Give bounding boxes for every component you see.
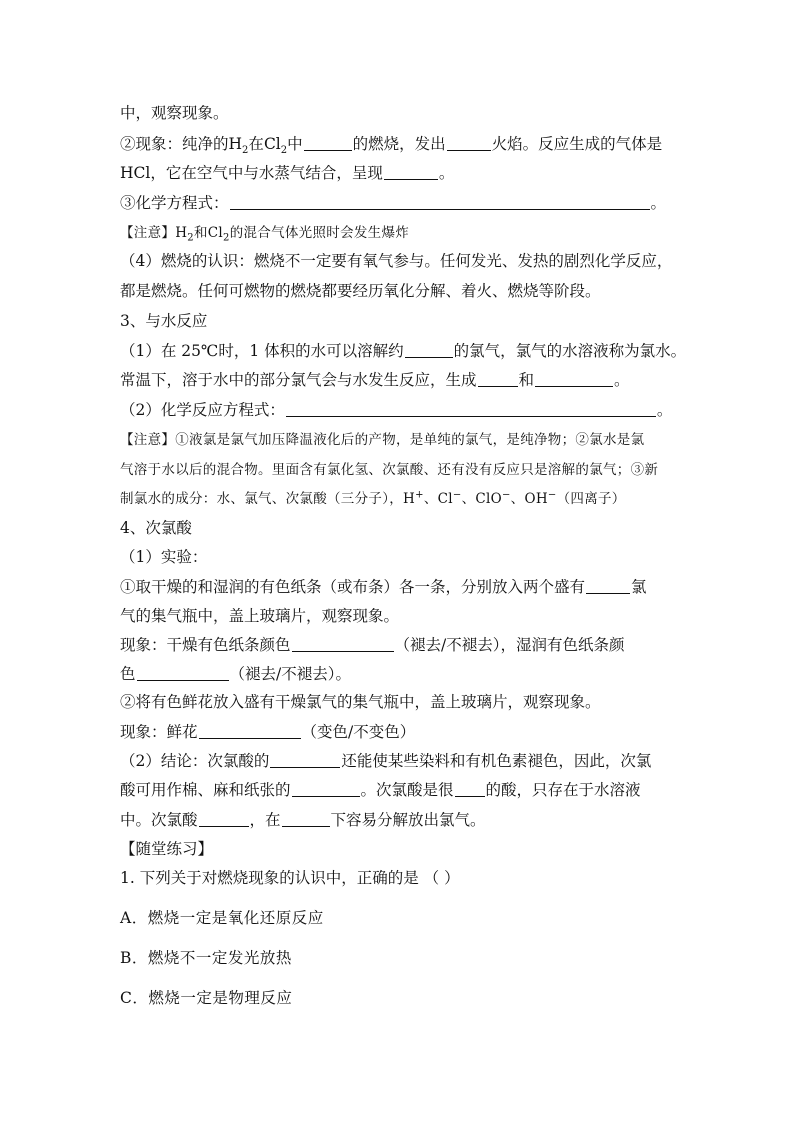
text: 和: [193, 225, 208, 241]
text: ③化学方程式：: [120, 194, 229, 212]
fill-blank[interactable]: [292, 781, 360, 797]
text: （2）化学反应方程式：: [120, 401, 285, 419]
note-line: [120, 223, 409, 243]
text-line: [120, 370, 630, 390]
text: ①取干燥的和湿润的有色纸条（或布条）各一条，分别放入两个盛有: [120, 578, 586, 596]
text: 气溶于水以后的混合物。里面含有氯化氢、次氯酸、还有没有反应只是溶解的氯气；③新: [120, 462, 659, 478]
text: 1. 下列关于对燃烧现象的认识中，正确的是 （ ）: [120, 869, 460, 887]
text: 气的集气瓶中，盖上玻璃片，观察现象。: [120, 607, 400, 625]
fill-blank[interactable]: [304, 135, 352, 151]
text-line: [120, 281, 601, 301]
text: （1）在 25℃时，1 体积的水可以溶解约: [120, 342, 404, 360]
text: 中: [287, 135, 303, 153]
text: HCl，它在空气中与水蒸气结合，呈现: [120, 164, 383, 182]
text-line: [120, 341, 686, 361]
superscript: +: [415, 489, 424, 501]
fill-blank[interactable]: [282, 811, 330, 827]
text-line: [120, 163, 454, 183]
text-line: [120, 722, 415, 742]
text: 中。次氯酸: [120, 811, 198, 829]
section-heading: [120, 839, 213, 859]
text: ，在: [249, 811, 281, 829]
text-line: [120, 664, 351, 684]
text: 制氯水的成分：水、氯气、次氯酸（三分子），H: [120, 491, 416, 507]
text: 中，观察现象。: [120, 104, 229, 122]
fill-blank[interactable]: [455, 781, 485, 797]
text: （1）实验：: [120, 548, 208, 566]
answer-option-c[interactable]: [120, 988, 292, 1008]
text: C．燃烧一定是物理反应: [120, 989, 293, 1007]
text: 色: [120, 665, 136, 683]
text-line: [120, 577, 647, 597]
text: Cl: [207, 225, 224, 241]
text: 的氯气，氯气的水溶液称为氯水。: [453, 342, 687, 360]
note-line: [120, 460, 658, 480]
text: ②现象：纯净的: [120, 135, 229, 153]
text-line: [120, 103, 229, 123]
fill-blank[interactable]: [586, 578, 630, 594]
text: 常温下，溶于水中的部分氯气会与水发生反应，生成: [120, 371, 477, 389]
text: 的混合气体光照时会发生爆炸: [229, 225, 410, 241]
subscript: 2: [280, 145, 288, 157]
fill-blank[interactable]: [230, 194, 650, 210]
superscript: −: [452, 489, 462, 501]
text: （变色/不变色）: [301, 723, 416, 741]
superscript: −: [547, 489, 557, 501]
text-line: [120, 547, 207, 567]
fill-blank[interactable]: [199, 811, 249, 827]
text-line: [120, 692, 601, 712]
text: 酸可用作棉、麻和纸张的: [120, 781, 291, 799]
text: 在: [248, 135, 264, 153]
fill-blank[interactable]: [292, 636, 394, 652]
note-line: [120, 430, 644, 450]
note-line: [120, 489, 626, 509]
text-line: [120, 400, 672, 420]
text-line: [120, 193, 666, 213]
text: 。: [656, 401, 673, 419]
fill-blank[interactable]: [286, 401, 656, 417]
text-line: [120, 810, 486, 830]
fill-blank[interactable]: [199, 723, 301, 739]
text: 。次氯酸是很: [360, 781, 454, 799]
answer-option-a[interactable]: [120, 908, 324, 928]
text: （褪去/不褪去），湿润有色纸条颜: [394, 636, 625, 654]
text: A．燃烧一定是氧化还原反应: [120, 909, 324, 927]
section-heading: [120, 311, 207, 331]
text: 4、次氯酸: [120, 519, 192, 537]
text: 的酸，只存在于水溶液: [485, 781, 641, 799]
subscript: 2: [223, 232, 230, 244]
text: 现象：干燥有色纸条颜色: [120, 636, 291, 654]
text: 。: [650, 194, 667, 212]
text: 的燃烧，发出: [352, 135, 446, 153]
text: 、Cl: [423, 491, 453, 507]
text-line: [120, 635, 625, 655]
fill-blank[interactable]: [447, 135, 491, 151]
text: 现象：鲜花: [120, 723, 198, 741]
text: Cl: [263, 135, 281, 153]
text: H: [228, 135, 243, 153]
text: 【注意】: [120, 225, 176, 241]
text: （褪去/不褪去）。: [229, 665, 351, 683]
subscript: 2: [187, 232, 194, 244]
text: 都是燃烧。任何可燃物的燃烧都要经历氧化分解、着火、燃烧等阶段。: [120, 282, 601, 300]
text: 【随堂练习】: [120, 840, 214, 858]
text-line: [120, 751, 651, 771]
question: [120, 868, 460, 888]
answer-option-b[interactable]: [120, 948, 292, 968]
section-heading: [120, 518, 192, 538]
text: 下容易分解放出氯气。: [330, 811, 486, 829]
text: 火焰。反应生成的气体是: [491, 135, 663, 153]
fill-blank[interactable]: [478, 371, 518, 387]
fill-blank[interactable]: [535, 371, 613, 387]
fill-blank[interactable]: [384, 164, 438, 180]
text: 、ClO: [461, 491, 502, 507]
text: （2）结论：次氯酸的: [120, 752, 270, 770]
text: （4）燃烧的认识：燃烧不一定要有氧气参与。任何发光、发热的剧烈化学反应，: [120, 252, 673, 270]
text: 【注意】①液氯是氯气加压降温液化后的产物，是单纯的氯气，是纯净物；②氯水是氯: [120, 432, 645, 448]
text-line: [120, 134, 663, 157]
text: 和: [518, 371, 535, 389]
text: B．燃烧不一定发光放热: [120, 949, 292, 967]
fill-blank[interactable]: [405, 342, 453, 358]
text: 。: [614, 371, 630, 389]
text-line: [120, 251, 672, 271]
superscript: −: [501, 489, 511, 501]
text: （四离子）: [556, 491, 626, 507]
text: 。: [438, 164, 455, 182]
text-line: [120, 606, 399, 626]
fill-blank[interactable]: [137, 665, 229, 681]
text-line: [120, 780, 641, 800]
text: 3、与水反应: [120, 312, 208, 330]
text: 、OH: [510, 491, 548, 507]
fill-blank[interactable]: [270, 752, 340, 768]
text: 氯: [631, 578, 647, 596]
text: ②将有色鲜花放入盛有干燥氯气的集气瓶中，盖上玻璃片，观察现象。: [120, 693, 601, 711]
text: 还能使某些染料和有机色素褪色，因此，次氯: [341, 752, 652, 770]
subscript: 2: [242, 145, 249, 157]
text: H: [175, 225, 188, 241]
